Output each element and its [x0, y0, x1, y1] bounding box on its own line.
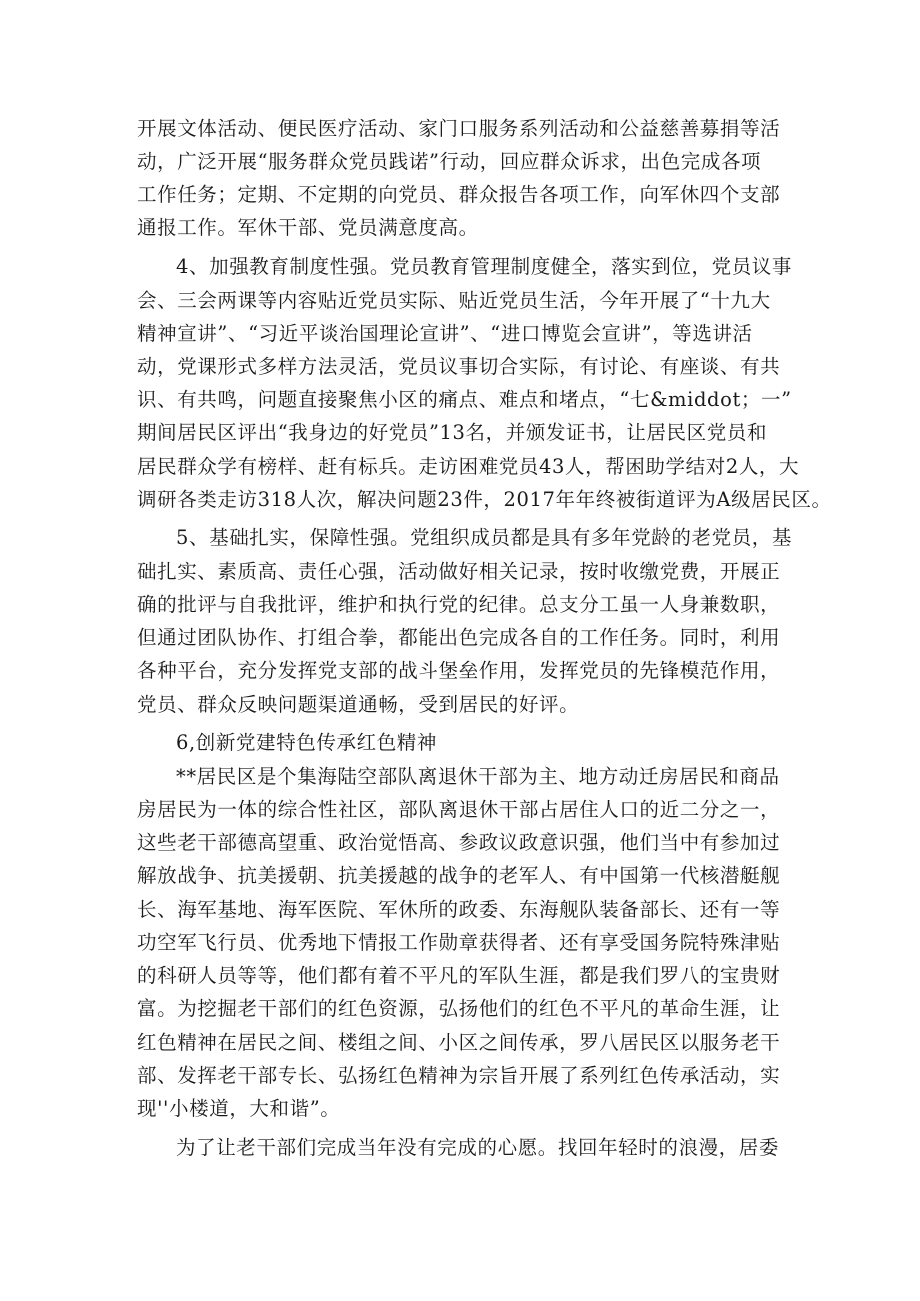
- text-line: 居民群众学有榜样、赶有标兵。走访困难党员43人，帮困助学结对2人，大: [137, 455, 800, 478]
- text-line: 为了让老干部们完成当年没有完成的心愿。找回年轻时的浪漫，居委: [176, 1136, 780, 1159]
- text-line: 会、三会两课等内容贴近党员实际、贴近党员生活，今年开展了“十九大: [137, 289, 771, 312]
- text-line: 动，党课形式多样方法灵活，党员议事切合实际，有讨论、有座谈、有共: [137, 355, 781, 378]
- text-line: 现''小楼道，大和谐”。: [137, 1097, 341, 1120]
- text-line: 党员、群众反映问题渠道通畅，受到居民的好评。: [137, 693, 580, 716]
- text-line: 部、发挥老干部专长、弘扬红色精神为宗旨开展了系列红色传承活动，实: [137, 1064, 781, 1087]
- text-line: 础扎实、素质高、责任心强，活动做好相关记录，按时收缴党费，开展正: [137, 560, 781, 583]
- text-line: 4、加强教育制度性强。党员教育管理制度健全，落实到位，党员议事: [176, 255, 793, 278]
- text-line: 这些老干部德高望重、政治觉悟高、参政议政意识强，他们当中有参加过: [137, 831, 781, 854]
- text-line: 解放战争、抗美援朝、抗美援越的战争的老军人、有中国第一代核潜艇舰: [137, 864, 781, 887]
- text-line: 调研各类走访318人次，解决问题23件，2017年年终被街道评为A级居民区。: [137, 488, 832, 511]
- text-line: 功空军飞行员、优秀地下情报工作勋章获得者、还有享受国务院特殊津贴: [137, 931, 781, 954]
- text-line: 开展文体活动、便民医疗活动、家门口服务系列活动和公益慈善募捐等活: [137, 117, 781, 140]
- text-line: 红色精神在居民之间、楼组之间、小区之间传承，罗八居民区以服务老干: [137, 1031, 781, 1054]
- text-line: 5、基础扎实，保障性强。党组织成员都是具有多年党龄的老党员，基: [176, 526, 793, 549]
- text-line: 各种平台，充分发挥党支部的战斗堡垒作用，发挥党员的先锋模范作用，: [137, 659, 781, 682]
- text-line: 确的批评与自我批评，维护和执行党的纪律。总支分工虽一人身兼数职，: [137, 593, 781, 616]
- text-line: 通报工作。军休干部、党员满意度高。: [137, 216, 479, 239]
- text-line: 精神宣讲”、“习近平谈治国理论宣讲”、“进口博览会宣讲”，等选讲活: [137, 322, 753, 345]
- text-line: 的科研人员等等，他们都有着不平凡的军队生涯，都是我们罗八的宝贵财: [137, 964, 781, 987]
- text-line: 富。为挖掘老干部们的红色资源，弘扬他们的红色不平凡的革命生涯，让: [137, 997, 781, 1020]
- text-line: 动，广泛开展“服务群众党员践诺”行动，回应群众诉求，出色完成各项: [137, 150, 762, 173]
- text-line: 工作任务；定期、不定期的向党员、群众报告各项工作，向军休四个支部: [137, 183, 781, 206]
- text-line: **居民区是个集海陆空部队离退休干部为主、地方动迁房居民和商品: [176, 765, 780, 788]
- text-line: 房居民为一体的综合性社区，部队离退休干部占居住人口的近二分之一，: [137, 798, 781, 821]
- text-line: 期间居民区评出“我身边的好党员”13名，并颁发证书，让居民区党员和: [137, 421, 768, 444]
- text-line: 但通过团队协作、打组合拳，都能出色完成各自的工作任务。同时，利用: [137, 626, 781, 649]
- section-heading: 6,创新党建特色传承红色精神: [176, 731, 438, 754]
- text-line: 长、海军基地、海军医院、军休所的政委、东海舰队装备部长、还有一等: [137, 898, 781, 921]
- text-line: 识、有共鸣，问题直接聚焦小区的痛点、难点和堵点，“七&middot；一”: [137, 388, 792, 411]
